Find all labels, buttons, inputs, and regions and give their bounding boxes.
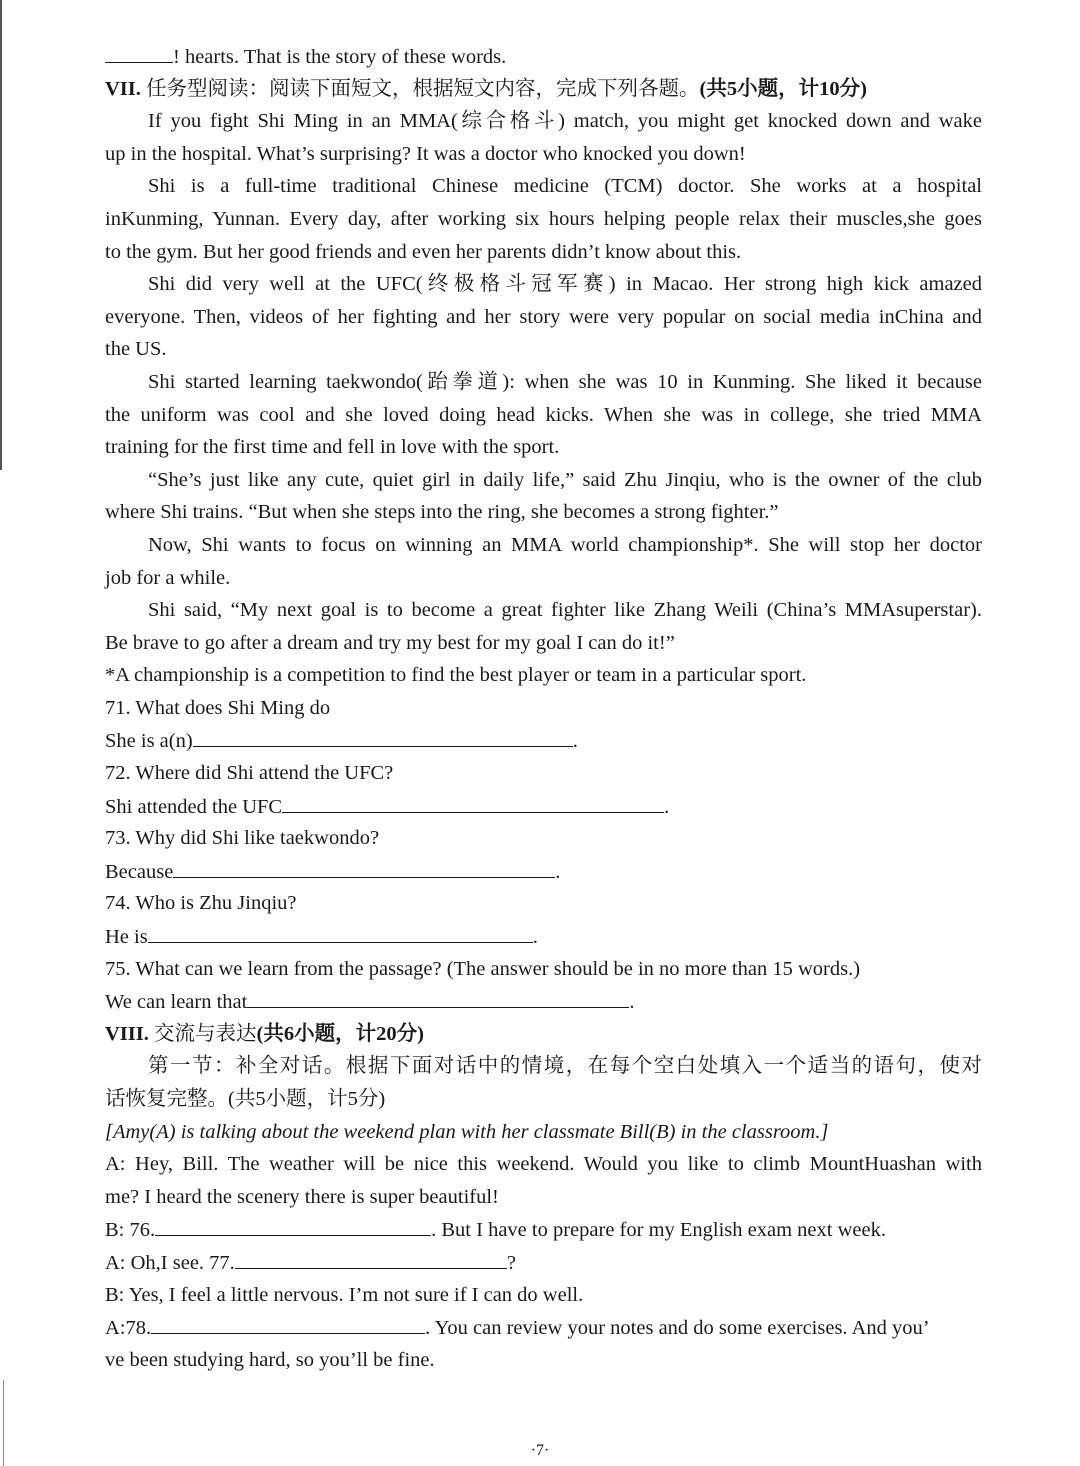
question-71: 71. What does Shi Ming do <box>105 696 331 719</box>
question-list <box>105 692 982 1018</box>
section-title: 任务型阅读：阅读下面短文，根据短文内容，完成下列各题。 <box>146 77 700 100</box>
question-75: 75. What can we learn from the passage? (The answer should be in no more than 15 words.) <box>105 957 861 980</box>
question-73: 73. Why did Shi like taekwondo? <box>105 827 380 850</box>
exam-page <box>105 40 982 1376</box>
footnote: *A championship is a competition to find the best player or team in a particular sport. <box>105 664 807 687</box>
answer-line-72: Shi attended the UFC . <box>105 790 982 823</box>
dialogue-line: A: Hey, Bill. The weather will be nice this weekend. Would you like to climb MountHuashan with <box>105 1153 982 1176</box>
section-number: VII. <box>105 77 141 100</box>
answer-blank-74[interactable] <box>148 920 533 943</box>
dialogue-line-78: A:78. . You can review your notes and do some exercises. And you’ <box>105 1311 982 1344</box>
answer-line-75: We can learn that . <box>105 985 982 1018</box>
section-8-heading <box>105 1018 982 1051</box>
passage-line: the uniform was cool and she loved doing head kicks. When she was in college, she tried MMA <box>105 403 982 426</box>
part1-instruction-cont: 话恢复完整。(共5小题，计5分) <box>105 1088 386 1110</box>
section-score: (共6小题，计20分) <box>256 1022 424 1045</box>
answer-blank[interactable] <box>105 40 173 63</box>
part1-instruction: 第一节：补全对话。根据下面对话中的情境，在每个空白处填入一个适当的语句，使对 <box>148 1055 982 1078</box>
passage-line: the US. <box>105 338 167 361</box>
dialogue <box>105 1148 982 1376</box>
answer-blank-72[interactable] <box>282 790 664 813</box>
passage-line: Shi said, “My next goal is to become a great fighter like Zhang Weili (China’s MMAsuperstar). <box>148 599 982 622</box>
answer-line-73: Because . <box>105 855 982 888</box>
answer-blank-77[interactable] <box>235 1246 507 1269</box>
answer-blank-75[interactable] <box>247 985 629 1008</box>
answer-blank-73[interactable] <box>173 855 555 878</box>
passage-line: If you fight Shi Ming in an MMA(综合格斗) match, you might get knocked down and wake <box>148 110 982 133</box>
section-number: VIII. <box>105 1022 149 1045</box>
dialogue-line-76: B: 76. . But I have to prepare for my English exam next week. <box>105 1213 982 1246</box>
passage-line: everyone. Then, videos of her fighting and her story were very popular on social media inChina and <box>105 305 982 328</box>
question-74: 74. Who is Zhu Jinqiu? <box>105 892 297 915</box>
page-edge-line <box>0 0 2 470</box>
passage-line: Shi started learning taekwondo(跆拳道): when she was 10 in Kunming. She liked it because <box>148 370 982 393</box>
answer-blank-78[interactable] <box>151 1311 425 1334</box>
passage-line: inKunming, Yunnan. Every day, after working six hours helping people relax their muscles,she goes <box>105 207 982 230</box>
answer-line-74: He is . <box>105 920 982 953</box>
dialogue-line: ve been studying hard, so you’ll be fine. <box>105 1348 435 1371</box>
passage-line: to the gym. But her good friends and even her parents didn’t know about this. <box>105 240 742 263</box>
passage-line: training for the first time and fell in love with the sport. <box>105 436 560 459</box>
answer-blank-71[interactable] <box>193 724 573 747</box>
section-7-heading <box>105 73 982 106</box>
question-72: 72. Where did Shi attend the UFC? <box>105 762 394 785</box>
page-number: ·7· <box>530 1442 550 1459</box>
dialogue-line: B: Yes, I feel a little nervous. I’m not sure if I can do well. <box>105 1283 584 1306</box>
section-title: 交流与表达 <box>154 1022 257 1045</box>
continued-line: ! hearts. That is the story of these words. <box>105 40 982 73</box>
answer-blank-76[interactable] <box>155 1213 431 1236</box>
passage-line: Now, Shi wants to focus on winning an MMA world championship*. She will stop her doctor <box>148 533 982 556</box>
passage-line: Be brave to go after a dream and try my best for my goal I can do it!” <box>105 631 675 654</box>
passage-line: Shi is a full-time traditional Chinese medicine (TCM) doctor. She works at a hospital <box>148 175 982 198</box>
answer-line-71: She is a(n) . <box>105 724 982 757</box>
dialogue-context: [Amy(A) is talking about the weekend plan with her classmate Bill(B) in the classroom.] <box>105 1120 829 1143</box>
passage-line: Shi did very well at the UFC(终极格斗冠军赛) in Macao. Her strong high kick amazed <box>148 273 982 296</box>
dialogue-line-77: A: Oh,I see. 77. ? <box>105 1246 982 1279</box>
passage-line: job for a while. <box>105 566 231 589</box>
passage-line: “She’s just like any cute, quiet girl in daily life,” said Zhu Jinqiu, who is the owner of the club <box>148 468 982 491</box>
passage-line: where Shi trains. “But when she steps into the ring, she becomes a strong fighter.” <box>105 501 779 524</box>
passage-line: up in the hospital. What’s surprising? It was a doctor who knocked you down! <box>105 142 746 165</box>
dialogue-line: me? I heard the scenery there is super beautiful! <box>105 1185 499 1208</box>
reading-passage <box>105 105 982 692</box>
section-score: (共5小题，计10分) <box>699 77 867 100</box>
